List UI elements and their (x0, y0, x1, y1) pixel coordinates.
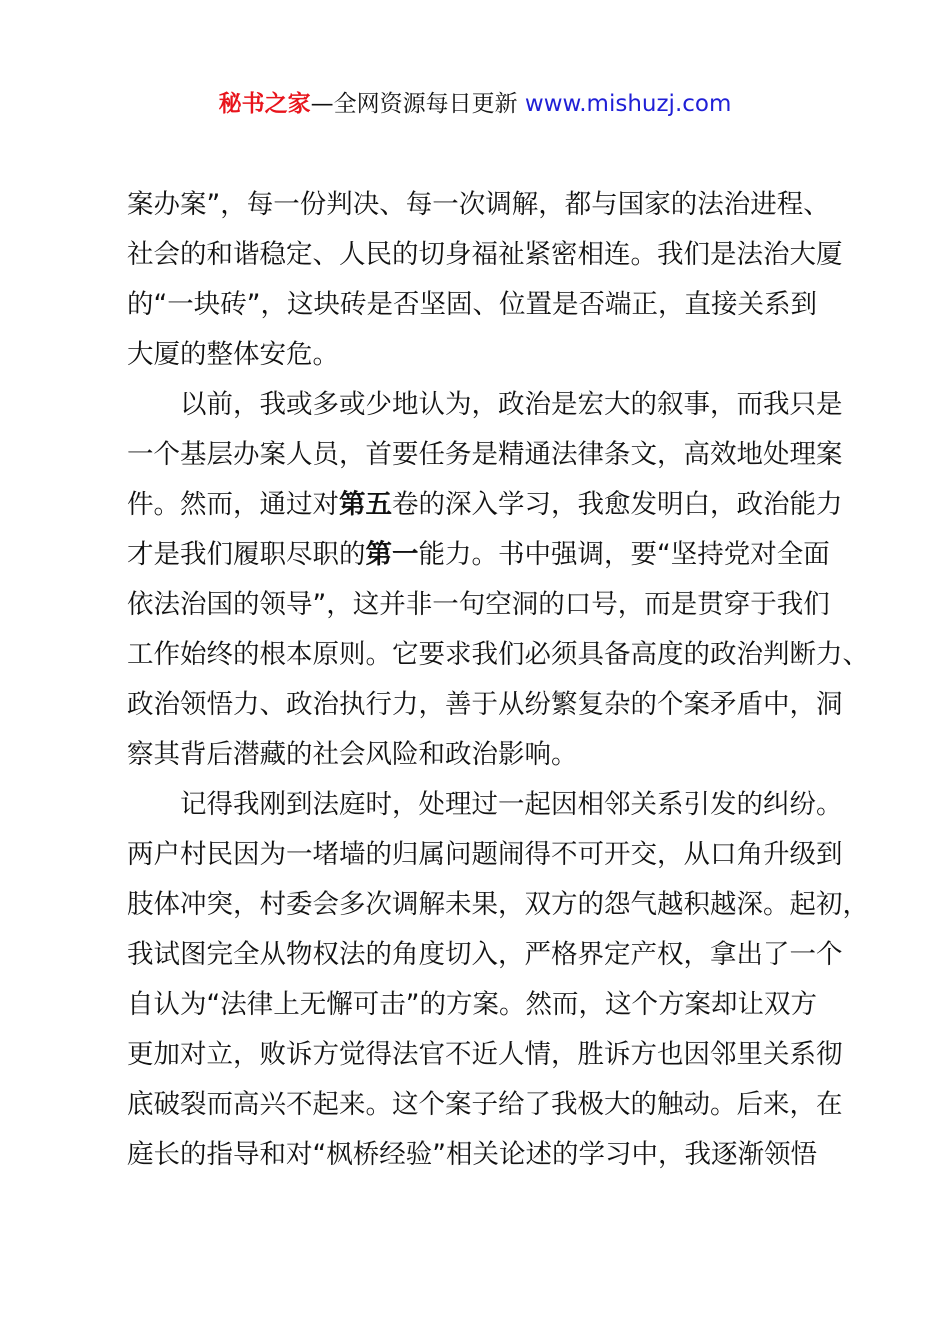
text-line: 工作始终的根本原则。它要求我们必须具备高度的政治判断力、 (127, 639, 869, 670)
text-line: 察其背后潜藏的社会风险和政治影响。 (127, 739, 578, 770)
text-run: 卷的深入学习，我愈发明白，政治能力 (392, 489, 843, 520)
text-line: 案办案”，每一份判决、每一次调解，都与国家的法治进程、 (127, 189, 830, 220)
text-line: 的“一块砖”，这块砖是否坚固、位置是否端正，直接关系到 (127, 289, 817, 320)
text-line: 肢体冲突，村委会多次调解未果，双方的怨气越积越深。起初， (127, 889, 869, 920)
bold-text: 第一 (365, 539, 419, 570)
text-run: 能力。书中强调，要“坚持党对全面 (418, 539, 830, 570)
text-line: 政治领悟力、政治执行力，善于从纷繁复杂的个案矛盾中，洞 (127, 689, 843, 720)
text-line: 庭长的指导和对“枫桥经验”相关论述的学习中，我逐渐领悟 (127, 1139, 817, 1170)
header-tagline: —全网资源每日更新 (310, 91, 525, 117)
text-line: 社会的和谐稳定、人民的切身福祉紧密相连。我们是法治大厦 (127, 239, 843, 270)
text-line: 两户村民因为一堵墙的归属问题闹得不可开交，从口角升级到 (127, 839, 843, 870)
text-run: 才是我们履职尽职的 (127, 539, 366, 570)
text-line (127, 530, 833, 580)
page-header (0, 86, 950, 122)
bold-text: 第五 (339, 489, 392, 520)
text-line: 我试图完全从物权法的角度切入，严格界定产权，拿出了一个 (127, 939, 843, 970)
text-line: 一个基层办案人员，首要任务是精通法律条文，高效地处理案 (127, 439, 843, 470)
text-line: 依法治国的领导”，这并非一句空洞的口号，而是贯穿于我们 (127, 589, 830, 620)
text-line: 自认为“法律上无懈可击”的方案。然而，这个方案却让双方 (127, 989, 817, 1020)
text-run: 件。然而，通过对 (127, 489, 339, 520)
brand-name: 秘书之家 (218, 91, 311, 117)
text-line: 大厦的整体安危。 (127, 339, 339, 370)
document-body (127, 180, 869, 1180)
text-line (127, 480, 843, 530)
text-line: 记得我刚到法庭时，处理过一起因相邻关系引发的纠纷。 (180, 789, 843, 820)
text-line: 更加对立，败诉方觉得法官不近人情，胜诉方也因邻里关系彻 (127, 1039, 843, 1070)
text-line: 以前，我或多或少地认为，政治是宏大的叙事，而我只是 (180, 389, 843, 420)
site-url-link[interactable]: www.mishuzj.com (524, 91, 732, 117)
text-line: 底破裂而高兴不起来。这个案子给了我极大的触动。后来，在 (127, 1089, 843, 1120)
